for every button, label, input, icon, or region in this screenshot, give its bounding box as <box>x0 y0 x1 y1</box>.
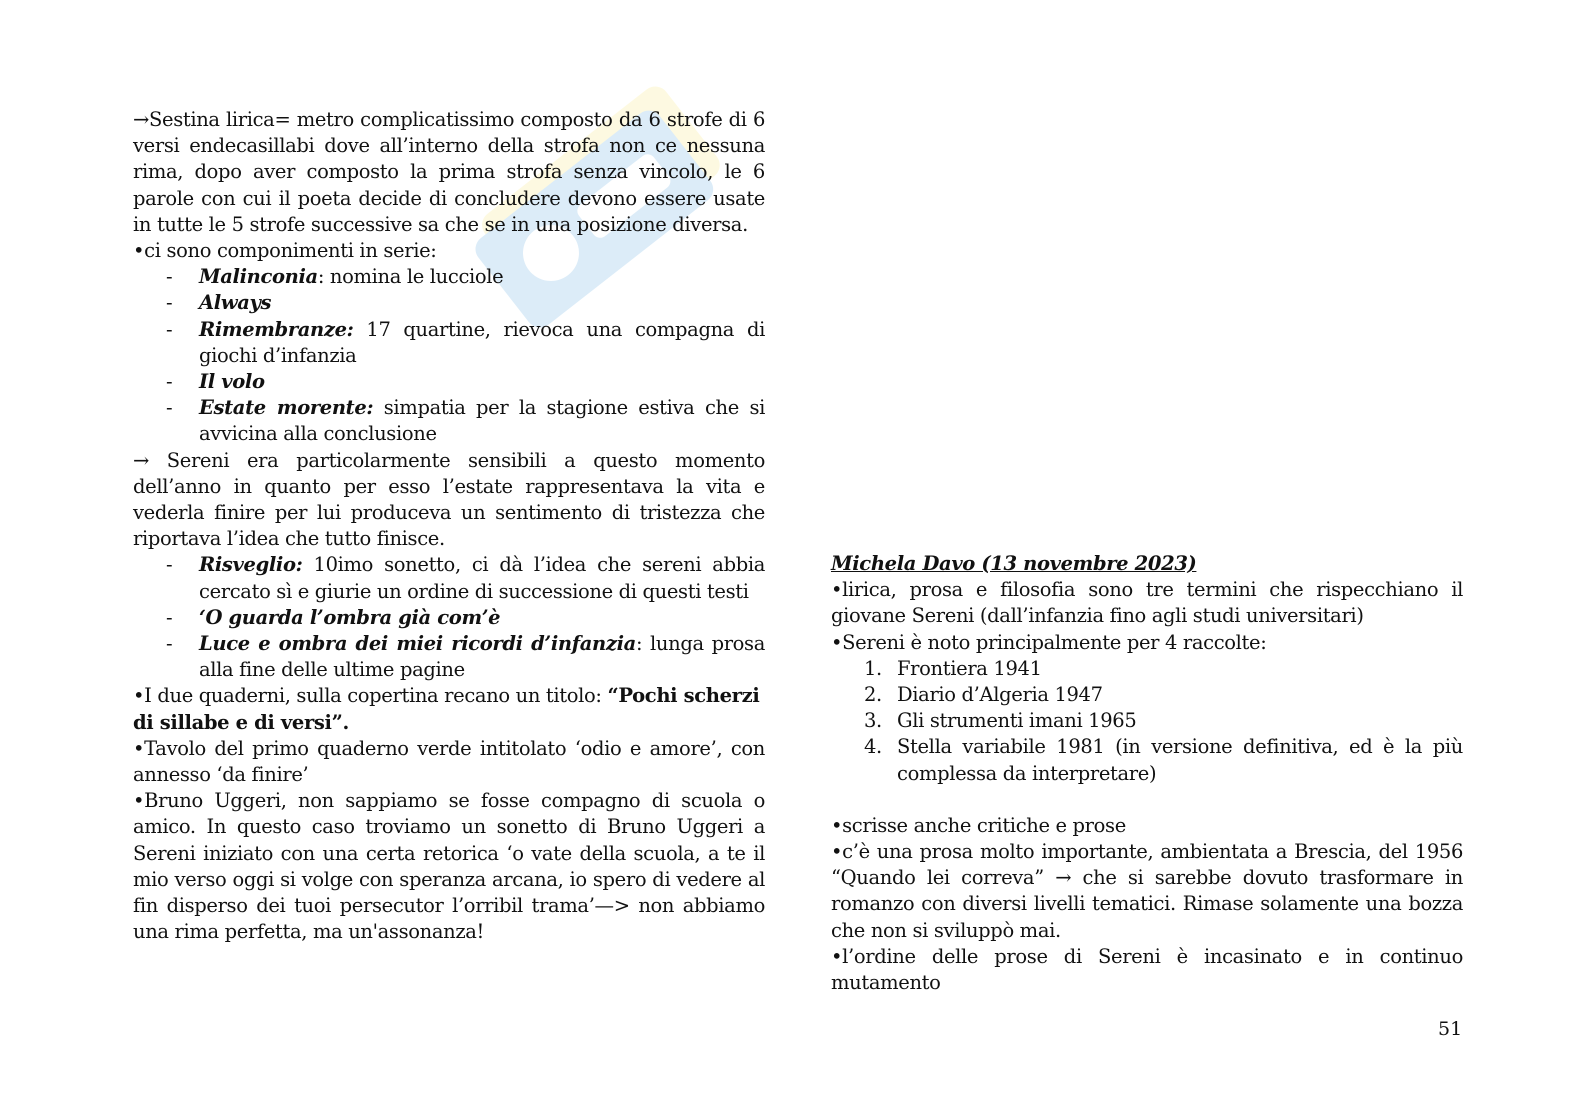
arrow-icon: → <box>1055 866 1072 890</box>
list-item: 3. Gli strumenti imani 1965 <box>864 709 1137 733</box>
paragraph-critiche: •scrisse anche critiche e prose <box>831 813 1126 837</box>
spacer <box>831 787 1463 813</box>
paragraph-sestina: →Sestina lirica= metro complicatissimo composto da 6 strofe di 6 versi endecasillabi dove all’interno della strofa non ce nessuna rima, dopo aver composto la prima strofa senza vincolo, le 6 parole con cui il poeta decide di concludere devono essere usate in tutte le 5 strofe successive sa che se in una posizione diversa. <box>133 108 765 236</box>
works-list <box>133 552 765 683</box>
list-item: - Rimembranze: 17 quartine, rievoca una compagna di giochi d’infanzia <box>199 317 765 369</box>
list-item: - ‘O guarda l’ombra già com’è <box>199 605 765 631</box>
arrow-icon: → <box>133 448 149 472</box>
paragraph-estate: → Sereni era particolarmente sensibili a questo momento dell’anno in quanto per esso l’estate rappresentava la vita e vederla finire per lui produceva un sentimento di tristezza che riportava l’idea che tutto finisce. <box>133 448 765 551</box>
list-item: - Always <box>199 290 765 316</box>
raccolte-list <box>831 656 1463 787</box>
paragraph-quaderni: •I due quaderni, sulla copertina recano un titolo: “Pochi scherzi di sillabe e di versi”. <box>133 684 760 734</box>
paragraph-series: •ci sono componimenti in serie: <box>133 239 437 263</box>
list-item: 2. Diario d’Algeria 1947 <box>864 683 1103 707</box>
list-item: - Estate morente: simpatia per la stagione estiva che si avvicina alla conclusione <box>199 395 765 447</box>
list-item: 1. Frontiera 1941 <box>864 656 1042 680</box>
paragraph-tavolo: •Tavolo del primo quaderno verde intitolato ‘odio e amore’, con annesso ‘da finire’ <box>133 736 765 787</box>
paragraph-lirica: •lirica, prosa e filosofia sono tre termini che rispecchiano il giovane Sereni (dall’infanzia fino agli studi universitari) <box>831 578 1463 628</box>
series-list <box>133 264 765 447</box>
page-number: 51 <box>1438 1018 1463 1040</box>
section-heading: Michela Davo (13 novembre 2023) <box>831 552 1197 575</box>
right-column <box>831 551 1463 996</box>
paragraph-ordine: •l’ordine delle prose di Sereni è incasinato e in continuo mutamento <box>831 944 1463 995</box>
list-item: - Malinconia: nomina le lucciole <box>199 264 765 290</box>
paragraph-uggeri: •Bruno Uggeri, non sappiamo se fosse compagno di scuola o amico. In questo caso troviamo un sonetto di Bruno Uggeri a Sereni iniziato con una certa retorica ‘o vate della scuola, a te il mio verso oggi si volge con speranza arcana, io spero di vedere al fin disperso dei tuoi persecutor l’orribil trama’—> non abbiamo una rima perfetta, ma un'assonanza! <box>133 789 765 944</box>
list-item: - Risveglio: 10imo sonetto, ci dà l’idea che sereni abbia cercato sì e giurie un ordine di successione di questi testi <box>199 552 765 604</box>
list-item: - Il volo <box>199 369 765 395</box>
list-item: 4. Stella variabile 1981 (in versione definitiva, ed è la più complessa da interpretare) <box>864 735 1463 785</box>
list-item: - Luce e ombra dei miei ricordi d’infanzia: lunga prosa alla fine delle ultime pagine <box>199 631 765 683</box>
paragraph-prosa: •c’è una prosa molto importante, ambientata a Brescia, del 1956 “Quando lei correva” → che si sarebbe dovuto trasformare in romanzo con diversi livelli tematici. Rimase solamente una bozza che non si sviluppò mai. <box>831 840 1463 942</box>
left-column <box>133 107 765 946</box>
paragraph-raccolte: •Sereni è noto principalmente per 4 raccolte: <box>831 630 1267 654</box>
arrow-icon: → <box>133 108 149 131</box>
